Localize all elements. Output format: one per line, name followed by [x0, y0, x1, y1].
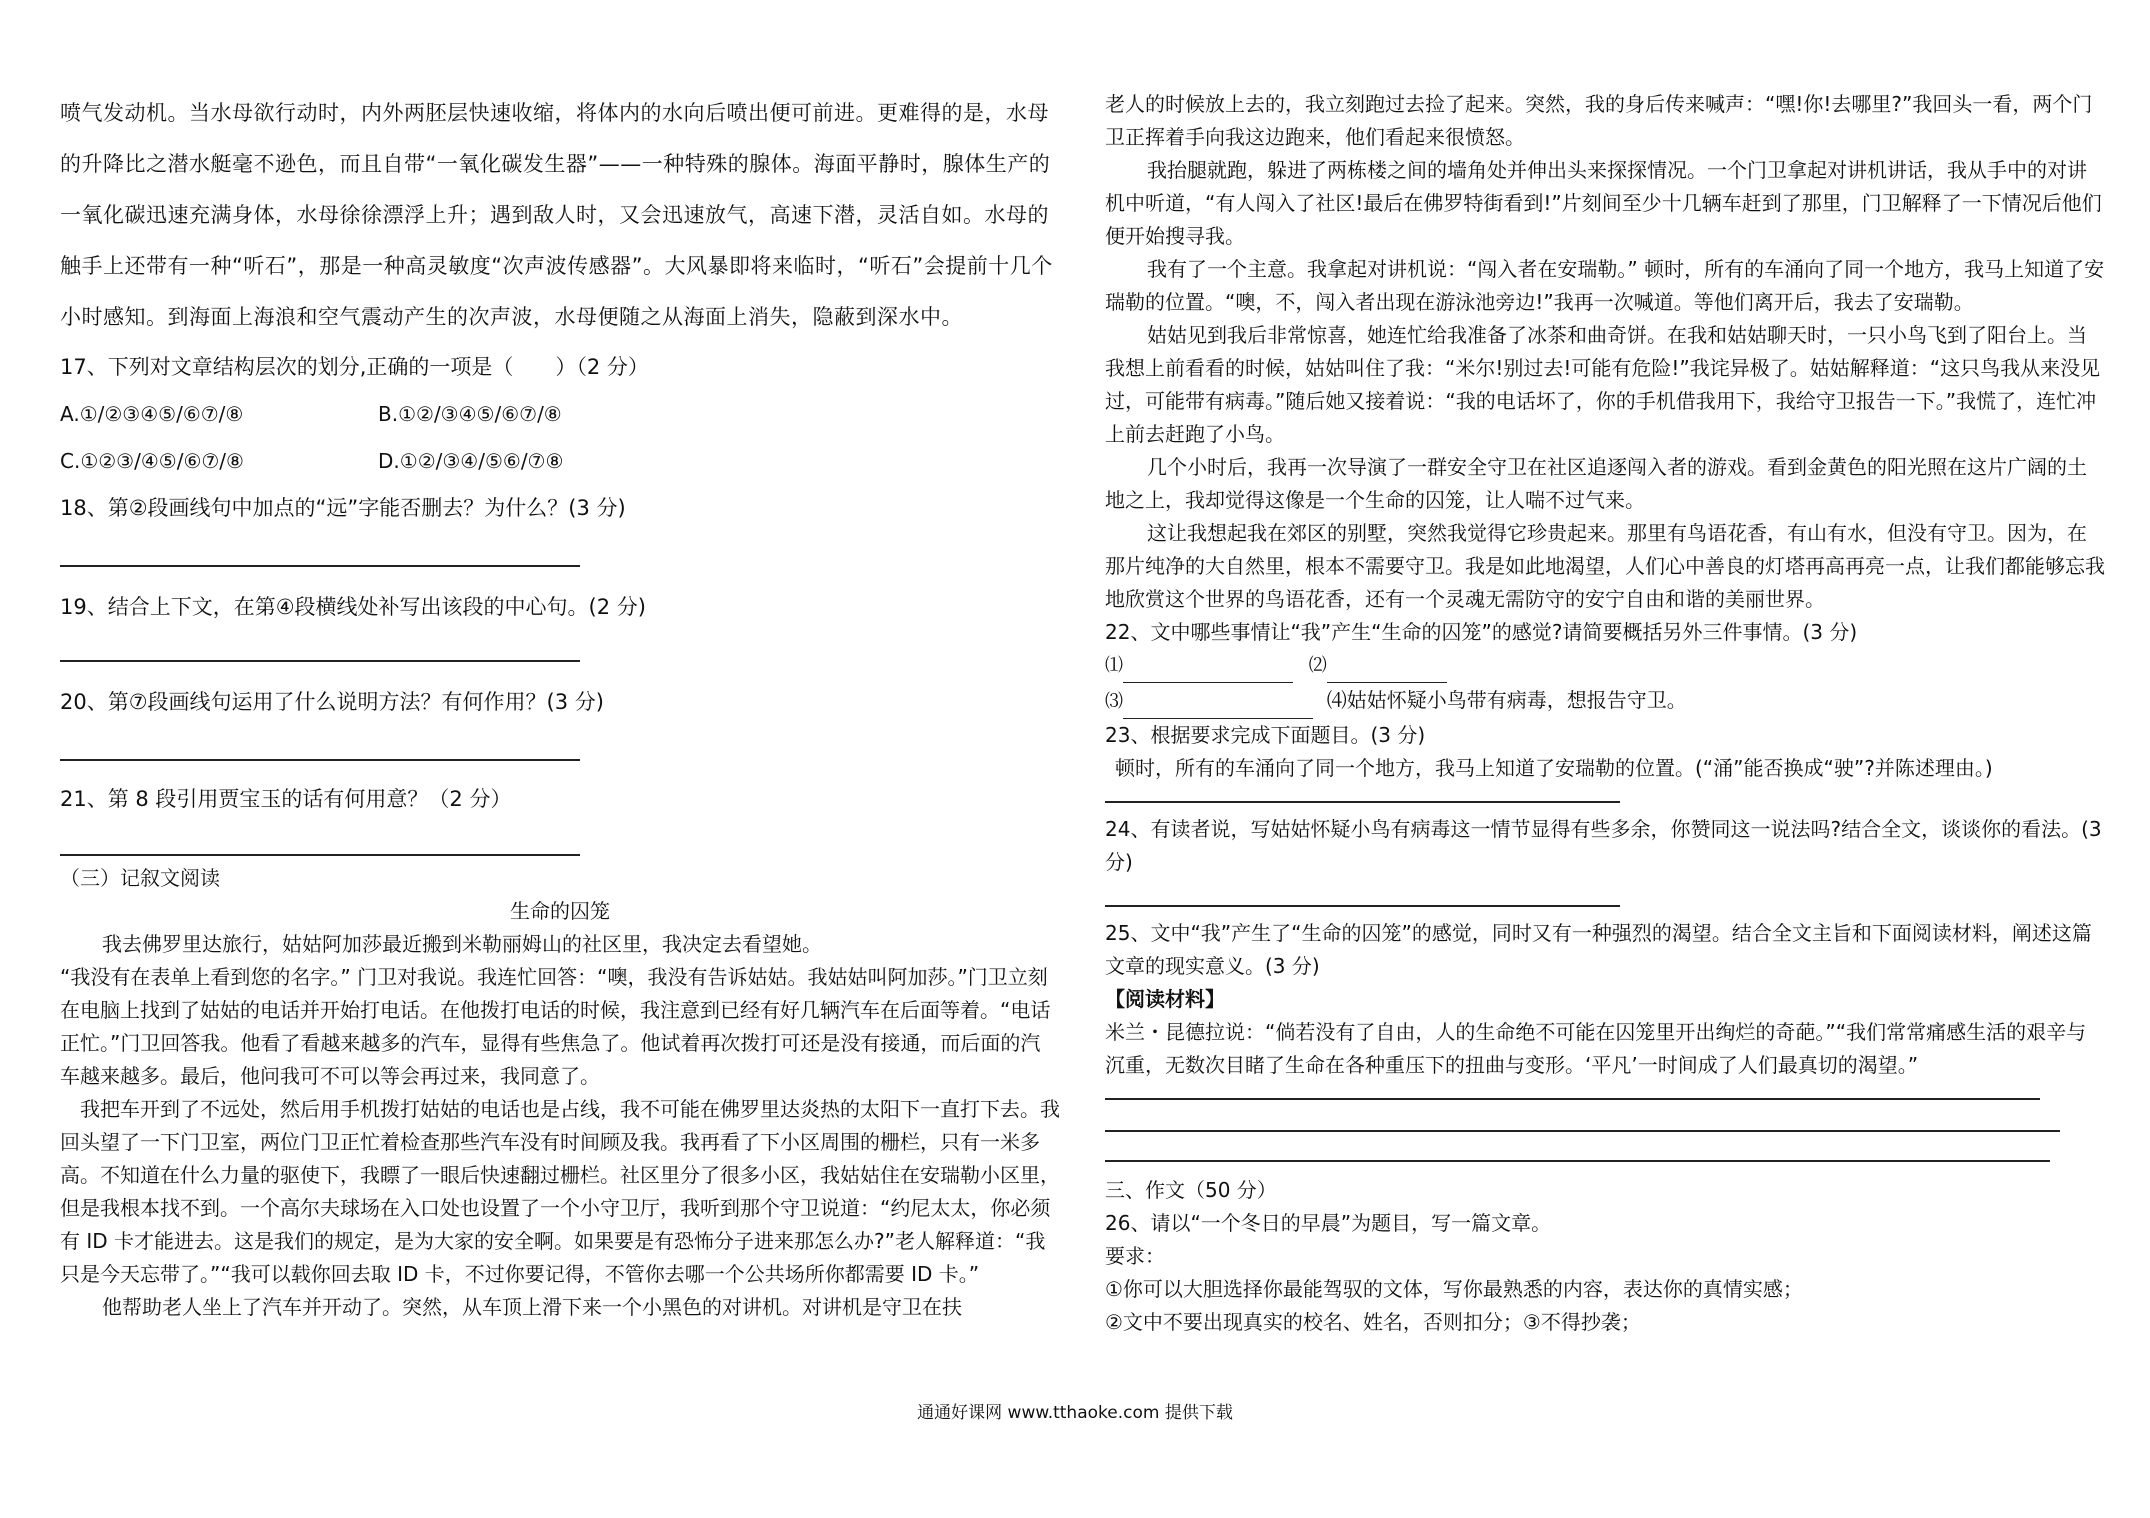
story-paragraph: 这让我想起我在郊区的别墅，突然我觉得它珍贵起来。那里有鸟语花香，有山有水，但没有守卫。因为，在那片纯净的大自然里，根本不需要守卫。我是如此地渴望，人们心中善良的灯塔再高再亮一点，让我们都能够忘我地欣赏这个世界的鸟语花香，还有一个灵魂无需防守的安宁自由和谐的美丽世界。: [1105, 521, 2105, 611]
question-21: 21、第 8 段引用贾宝玉的话有何用意？（2 分）: [60, 787, 512, 811]
story-paragraph: 我去佛罗里达旅行，姑姑阿加莎最近搬到米勒丽姆山的社区里，我决定去看望她。: [102, 932, 822, 956]
q17-options-row2: [60, 445, 1060, 478]
story-paragraph: 几个小时后，我再一次导演了一群安全守卫在社区追逐闯入者的游戏。看到金黄色的阳光照在这片广阔的土地之上，我却觉得这像是一个生命的囚笼，让人喘不过气来。: [1105, 455, 2087, 512]
right-column: [1105, 88, 2105, 1339]
question-18: 18、第②段画线句中加点的“远”字能否删去？为什么？(3 分): [60, 496, 626, 520]
q24-answer-line[interactable]: [1105, 905, 1620, 907]
question-24: 24、有读者说，写姑姑怀疑小鸟有病毒这一情节显得有些多余，你赞同这一说法吗?结合全文，谈谈你的看法。(3 分): [1105, 817, 2102, 874]
q17-option-d: D.①②/③④/⑤⑥/⑦⑧: [378, 449, 564, 473]
story-paragraph: 他帮助老人坐上了汽车并开动了。突然，从车顶上滑下来一个小黑色的对讲机。对讲机是守卫在扶: [102, 1295, 962, 1319]
q22-blank-label-2: ⑵: [1308, 655, 1327, 676]
q22-blank-2[interactable]: [1327, 656, 1447, 683]
story-title: 生命的囚笼: [510, 899, 610, 923]
q25-answer-line-1[interactable]: [1105, 1098, 2040, 1100]
q25-answer-line-3[interactable]: [1105, 1160, 2050, 1162]
story-paragraph: 老人的时候放上去的，我立刻跑过去捡了起来。突然，我的身后传来喊声：“嘿!你!去哪里?”我回头一看，两个门卫正挥着手向我这边跑来，他们看起来很愤怒。: [1105, 92, 2093, 149]
q23-prompt: 顿时，所有的车涌向了同一个地方，我马上知道了安瑞勒的位置。(“涌”能否换成“驶”?并陈述理由。): [1115, 756, 1993, 780]
reading-material: 米兰・昆德拉说：“倘若没有了自由，人的生命绝不可能在囚笼里开出绚烂的奇葩。”“我们常常痛感生活的艰辛与沉重，无数次目睹了生命在各种重压下的扭曲与变形。‘平凡’一时间成了人们最真切的渴望。”: [1105, 1020, 2087, 1077]
q20-answer-line[interactable]: [60, 759, 580, 761]
q17-option-b: B.①②/③④⑤/⑥⑦/⑧: [378, 402, 562, 426]
question-20: 20、第⑦段画线句运用了什么说明方法？有何作用？(3 分): [60, 690, 604, 714]
left-column: [60, 88, 1060, 1324]
q22-blank-label-1: ⑴: [1105, 655, 1123, 676]
q17-option-a: A.①/②③④⑤/⑥⑦/⑧: [60, 402, 244, 426]
question-23: 23、根据要求完成下面题目。(3 分): [1105, 723, 1426, 747]
q21-answer-line[interactable]: [60, 854, 580, 856]
q18-answer-line[interactable]: [60, 565, 580, 567]
question-19: 19、结合上下文，在第④段横线处补写出该段的中心句。(2 分): [60, 595, 646, 619]
story-paragraph: 我把车开到了不远处，然后用手机拨打姑姑的电话也是占线，我不可能在佛罗里达炎热的太阳下一直打下去。我回头望了一下门卫室，两位门卫正忙着检查那些汽车没有时间顾及我。我再看了下小区周围的栅栏，只有一米多高。不知道在什么力量的驱使下，我瞟了一眼后快速翻过栅栏。社区里分了很多小区，我姑姑住在安瑞勒小区里，但是我根本找不到。一个高尔夫球场在入口处也设置了一个小守卫厅，我听到那个守卫说道：“约尼太太，你必须有 ID 卡才能进去。这是我们的规定，是为大家的安全啊。如果要是有恐怖分子进来那怎么办?”老人解释道：“我只是今天忘带了。”“我可以载你回去取 ID 卡，不过你要记得，不管你去哪一个公共场所你都需要 ID 卡。”: [60, 1097, 1060, 1286]
q22-blanks-row2: [1105, 683, 2105, 719]
section-heading-narrative: （三）记叙文阅读: [60, 866, 220, 890]
requirements-heading: 要求：: [1105, 1244, 1165, 1268]
requirement-2: ②文中不要出现真实的校名、姓名，否则扣分；③不得抄袭；: [1105, 1310, 1641, 1334]
passage-paragraph: 喷气发动机。当水母欲行动时，内外两胚层快速收缩，将体内的水向后喷出便可前进。更难得的是，水母的升降比之潜水艇毫不逊色，而且自带“一氧化碳发生器”——一种特殊的腺体。海面平静时，腺体生产的一氧化碳迅速充满身体，水母徐徐漂浮上升；遇到敌人时，又会迅速放气，高速下潜，灵活自如。水母的触手上还带有一种“听石”，那是一种高灵敏度“次声波传感器”。大风暴即将来临时，“听石”会提前十几个小时感知。到海面上海浪和空气震动产生的次声波，水母便随之从海面上消失，隐蔽到深水中。: [60, 101, 1053, 329]
q22-blanks-row1: [1105, 649, 2105, 683]
question-17: 17、下列对文章结构层次的划分,正确的一项是（ ）（2 分）: [60, 355, 649, 379]
q25-answer-line-2[interactable]: [1105, 1130, 2060, 1132]
reading-material-heading: 【阅读材料】: [1105, 987, 1225, 1011]
q23-answer-line[interactable]: [1105, 801, 1620, 803]
q22-blank-label-3: ⑶: [1105, 691, 1123, 712]
q22-item-4: ⑷姑姑怀疑小鸟带有病毒，想报告守卫。: [1326, 688, 1687, 712]
question-25: 25、文中“我”产生了“生命的囚笼”的感觉，同时又有一种强烈的渴望。结合全文主旨和下面阅读材料，阐述这篇文章的现实意义。(3 分): [1105, 921, 2092, 978]
q22-blank-3[interactable]: [1123, 692, 1313, 719]
question-22: 22、文中哪些事情让“我”产生“生命的囚笼”的感觉?请简要概括另外三件事情。(3 分): [1105, 620, 1858, 644]
story-paragraph: “我没有在表单上看到您的名字。” 门卫对我说。我连忙回答：“噢，我没有告诉姑姑。我姑姑叫阿加莎。”门卫立刻在电脑上找到了姑姑的电话并开始打电话。在他拨打电话的时候，我注意到已经有好几辆汽车在后面等着。“电话正忙。”门卫回答我。他看了看越来越多的汽车，显得有些焦急了。他试着再次拨打可还是没有接通，而后面的汽车越来越多。最后，他问我可不可以等会再过来，我同意了。: [60, 965, 1051, 1088]
q22-blank-1[interactable]: [1123, 656, 1293, 683]
section-heading-composition: 三、作文（50 分）: [1105, 1178, 1277, 1202]
q17-options-row1: [60, 398, 1060, 431]
q17-option-c: C.①②③/④⑤/⑥⑦/⑧: [60, 449, 244, 473]
question-26: 26、请以“一个冬日的早晨”为题目，写一篇文章。: [1105, 1211, 1552, 1235]
requirement-1: ①你可以大胆选择你最能驾驭的文体，写你最熟悉的内容，表达你的真情实感；: [1105, 1277, 1803, 1301]
story-paragraph: 我有了一个主意。我拿起对讲机说：“闯入者在安瑞勒。” 顿时，所有的车涌向了同一个地方，我马上知道了安瑞勒的位置。“噢，不，闯入者出现在游泳池旁边!”我再一次喊道。等他们离开后，我去了安瑞勒。: [1105, 257, 2105, 314]
q19-answer-line[interactable]: [60, 660, 580, 662]
story-paragraph: 姑姑见到我后非常惊喜，她连忙给我准备了冰茶和曲奇饼。在我和姑姑聊天时，一只小鸟飞到了阳台上。当我想上前看看的时候，姑姑叫住了我：“米尔!别过去!可能有危险!”我诧异极了。姑姑解释道：“这只鸟我从来没见过，可能带有病毒。”随后她又接着说：“我的电话坏了，你的手机借我用下，我给守卫报告一下。”我慌了，连忙冲上前去赶跑了小鸟。: [1105, 323, 2101, 446]
story-paragraph: 我抬腿就跑，躲进了两栋楼之间的墙角处并伸出头来探探情况。一个门卫拿起对讲机讲话，我从手中的对讲机中听道，“有人闯入了社区!最后在佛罗特街看到!”片刻间至少十几辆车赶到了那里，门卫解释了一下情况后他们便开始搜寻我。: [1105, 158, 2102, 248]
footer-source: 通通好课网 www.tthaoke.com 提供下载: [917, 1403, 1233, 1423]
